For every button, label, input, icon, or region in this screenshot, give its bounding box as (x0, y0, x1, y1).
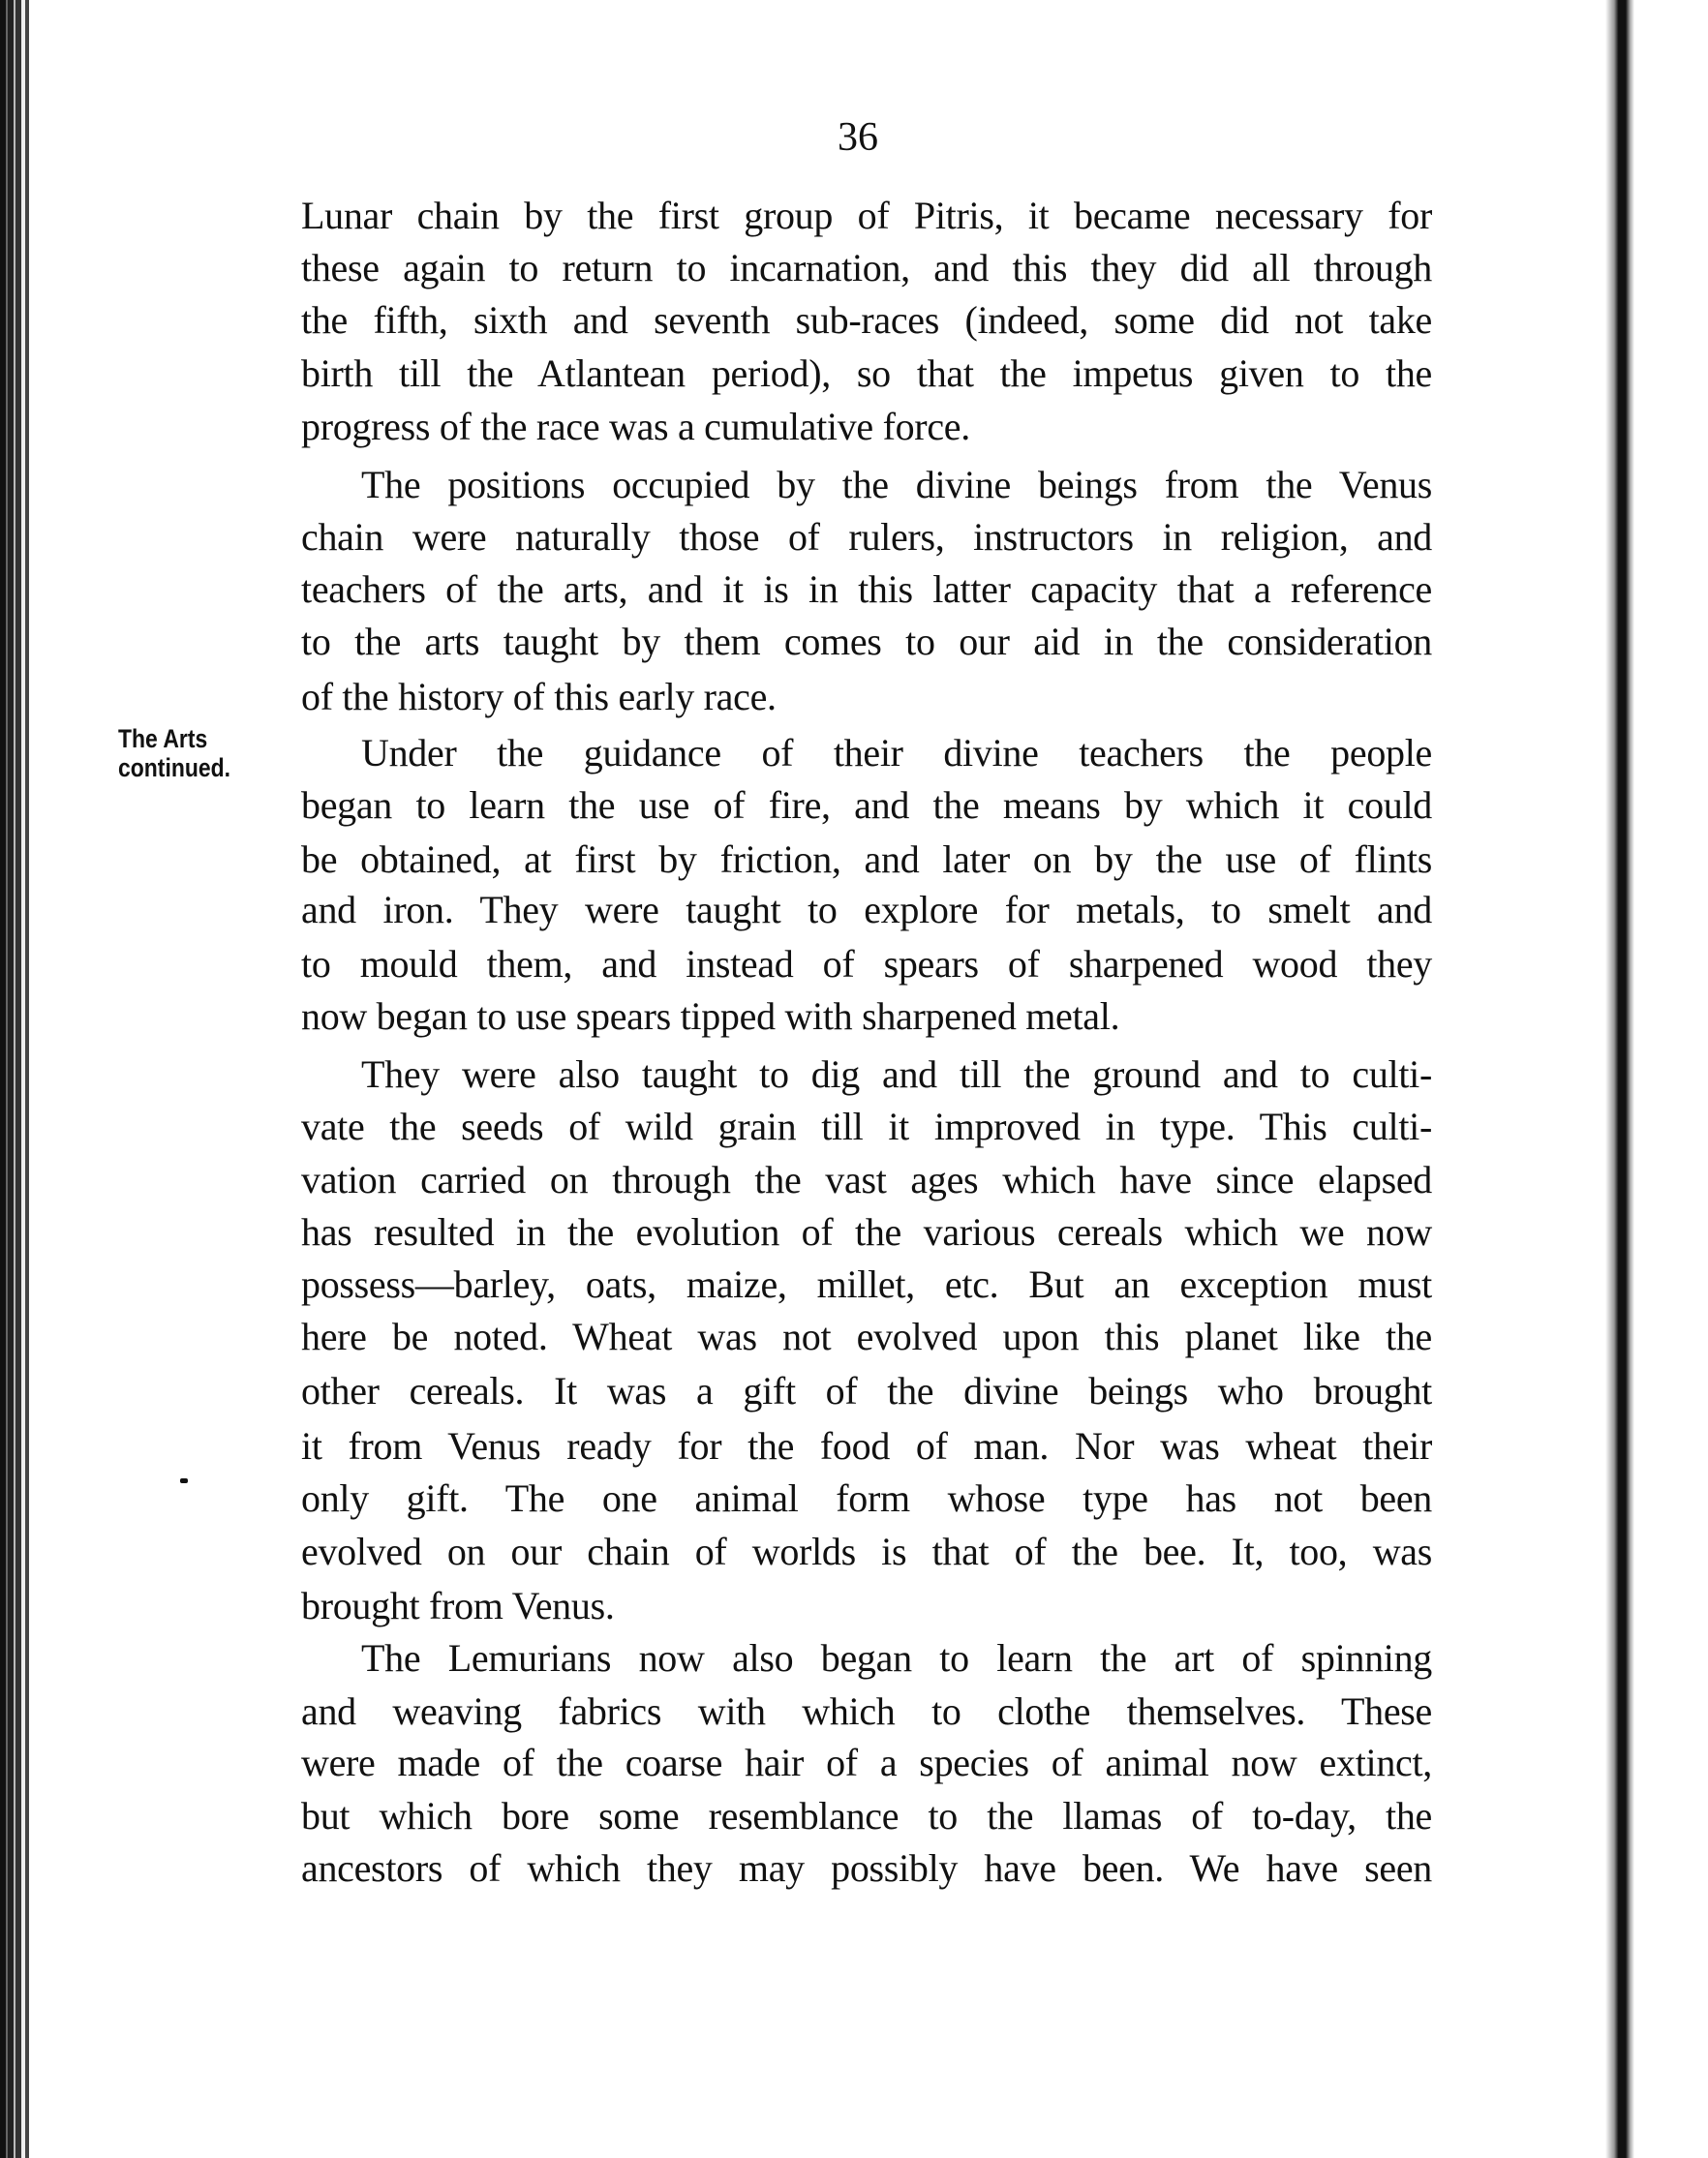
margin-note (118, 724, 230, 782)
scan-edge-left (0, 0, 46, 2158)
text-line: teachers of the arts, and it is in this latter capacity that a reference (301, 567, 1432, 611)
text-line: evolved on our chain of worlds is that of the bee. It, too, was (301, 1530, 1432, 1573)
text-line: of the history of this early race. (301, 675, 777, 718)
text-line: only gift. The one animal form whose type has not been (301, 1476, 1432, 1520)
text-line: these again to return to incarnation, and this they did all through (301, 246, 1432, 289)
text-line: chain were naturally those of rulers, instructors in religion, and (301, 515, 1432, 559)
margin-note-line: The Arts (118, 724, 208, 753)
text-line: brought from Venus. (301, 1584, 615, 1627)
text-line: birth till the Atlantean period), so that the impetus given to the (301, 351, 1432, 395)
scan-speck (180, 1478, 188, 1483)
text-line: to mould them, and instead of spears of sharpened wood they (301, 942, 1432, 986)
text-line: progress of the race was a cumulative force. (301, 405, 970, 448)
text-line: Lunar chain by the first group of Pitris, it became necessary for (301, 194, 1432, 237)
text-line: The Lemurians now also began to learn the art of spinning (361, 1636, 1432, 1680)
text-line: They were also taught to dig and till the ground and to culti- (361, 1052, 1432, 1096)
text-line: be obtained, at first by friction, and later on by the use of flints (301, 837, 1432, 881)
text-line: were made of the coarse hair of a species of animal now extinct, (301, 1741, 1432, 1784)
margin-note-line: continued. (118, 753, 231, 782)
text-line: has resulted in the evolution of the various cereals which we now (301, 1210, 1432, 1254)
text-line: and iron. They were taught to explore for metals, to smelt and (301, 888, 1432, 931)
text-line: but which bore some resemblance to the llamas of to-day, the (301, 1794, 1432, 1838)
text-line: and weaving fabrics with which to clothe themselves. These (301, 1689, 1432, 1733)
scan-edge-right (1605, 0, 1634, 2158)
text-line: it from Venus ready for the food of man. Nor was wheat their (301, 1424, 1432, 1468)
text-line: vation carried on through the vast ages which have since elapsed (301, 1158, 1432, 1201)
text-line: possess—barley, oats, maize, millet, etc. But an exception must (301, 1262, 1432, 1306)
text-line: to the arts taught by them comes to our aid in the consideration (301, 620, 1432, 663)
text-line: vate the seeds of wild grain till it improved in type. This culti- (301, 1105, 1432, 1148)
text-line: began to learn the use of fire, and the means by which it could (301, 783, 1432, 827)
text-line: The positions occupied by the divine beings from the Venus (361, 463, 1432, 506)
text-line: other cereals. It was a gift of the divine beings who brought (301, 1369, 1432, 1413)
text-line: Under the guidance of their divine teachers the people (361, 731, 1432, 775)
text-line: ancestors of which they may possibly have been. We have seen (301, 1846, 1432, 1890)
text-line: the fifth, sixth and seventh sub-races (indeed, some did not take (301, 298, 1432, 342)
page-number: 36 (838, 115, 878, 160)
text-line: now began to use spears tipped with sharpened metal. (301, 994, 1120, 1038)
text-line: here be noted. Wheat was not evolved upon this planet like the (301, 1315, 1432, 1358)
